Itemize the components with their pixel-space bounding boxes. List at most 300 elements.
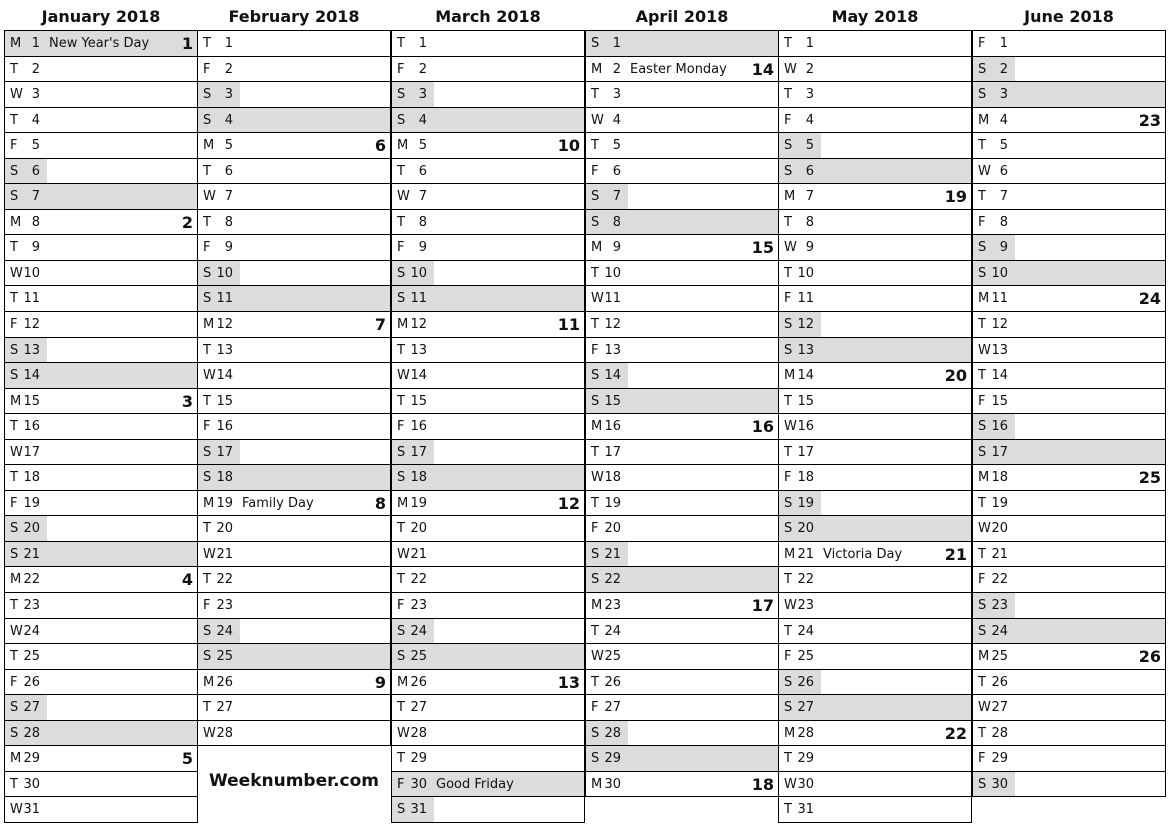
day-number: 3: [418, 87, 427, 103]
day-number: 28: [23, 725, 40, 741]
day-number: 27: [410, 700, 427, 716]
weekday-label: T: [784, 87, 792, 103]
day-number: 9: [805, 240, 814, 256]
weekday-label: S: [591, 725, 600, 741]
day-number: 23: [797, 598, 814, 614]
day-number: 19: [991, 495, 1008, 511]
week-number: 23: [1138, 110, 1161, 130]
day-number: 10: [216, 265, 233, 281]
holiday-row: [392, 772, 584, 798]
day-number: 12: [216, 317, 233, 333]
weekday-label: F: [203, 61, 211, 77]
day-number: 2: [612, 61, 621, 77]
month-column: [391, 0, 585, 823]
day-row: [392, 670, 584, 696]
holiday-name: Victoria Day: [823, 546, 903, 562]
weekday-label: T: [978, 495, 986, 511]
day-number: 6: [31, 163, 40, 179]
day-number: 4: [999, 112, 1008, 128]
day-number: 13: [23, 342, 40, 358]
day-number: 5: [999, 138, 1008, 154]
day-row: [779, 440, 971, 466]
weekday-label: M: [203, 138, 215, 154]
weekday-label: F: [397, 776, 405, 792]
month-title: January 2018: [41, 7, 161, 26]
day-row: [198, 82, 390, 108]
day-number: 28: [797, 725, 814, 741]
day-row: [779, 465, 971, 491]
day-number: 31: [23, 802, 40, 818]
week-number: 1: [181, 34, 193, 53]
weekday-label: W: [397, 189, 410, 205]
day-number: 14: [410, 368, 427, 384]
weekday-label: S: [978, 598, 987, 614]
weekday-label: M: [203, 674, 215, 690]
day-number: 6: [224, 163, 233, 179]
day-row: [586, 516, 778, 542]
day-number: 10: [604, 265, 621, 281]
day-number: 4: [612, 112, 621, 128]
weekday-label: S: [978, 419, 987, 435]
day-number: 29: [991, 751, 1008, 767]
day-row: [586, 644, 778, 670]
day-number: 4: [418, 112, 427, 128]
week-number: 18: [751, 774, 774, 794]
day-number: 12: [991, 317, 1008, 333]
day-number: 8: [612, 214, 621, 230]
day-number: 19: [216, 495, 233, 511]
day-number: 18: [604, 470, 621, 486]
day-number: 6: [418, 163, 427, 179]
day-row: [198, 363, 390, 389]
day-number: 9: [418, 240, 427, 256]
weekday-label: S: [784, 700, 793, 716]
day-row: [779, 644, 971, 670]
day-number: 18: [23, 470, 40, 486]
day-number: 5: [418, 138, 427, 154]
day-row: [586, 440, 778, 466]
day-number: 16: [797, 419, 814, 435]
day-row: [5, 440, 197, 466]
day-list: [4, 30, 198, 823]
day-number: 24: [604, 623, 621, 639]
weekday-label: T: [10, 598, 18, 614]
weekday-label: T: [203, 700, 211, 716]
day-number: 30: [410, 776, 427, 792]
day-row: [586, 491, 778, 517]
day-row: [5, 389, 197, 415]
day-row: [198, 619, 390, 645]
weekday-label: F: [784, 470, 792, 486]
week-number: 20: [944, 366, 967, 386]
day-list: [778, 30, 972, 823]
day-row: [5, 57, 197, 83]
day-row: [198, 644, 390, 670]
weekday-label: F: [978, 751, 986, 767]
day-number: 12: [797, 317, 814, 333]
day-row: [5, 414, 197, 440]
day-row: [198, 184, 390, 210]
weekday-label: S: [10, 725, 19, 741]
weekday-label: T: [591, 265, 599, 281]
day-row: [973, 414, 1165, 440]
day-row: [5, 695, 197, 721]
day-number: 19: [23, 495, 40, 511]
day-number: 11: [410, 291, 427, 307]
day-row: [779, 772, 971, 798]
weekday-label: M: [397, 138, 409, 154]
weekday-label: T: [203, 36, 211, 51]
weekday-label: M: [203, 495, 215, 511]
day-row: [392, 312, 584, 338]
day-number: 12: [410, 317, 427, 333]
day-number: 20: [216, 521, 233, 537]
day-row: [973, 389, 1165, 415]
day-number: 25: [216, 649, 233, 665]
holiday-name: Family Day: [242, 495, 314, 511]
day-number: 8: [805, 214, 814, 230]
day-number: 12: [604, 317, 621, 333]
weekday-label: T: [203, 214, 211, 230]
day-row: [586, 721, 778, 747]
day-row: [779, 414, 971, 440]
weekday-label: T: [784, 623, 792, 639]
day-row: [392, 363, 584, 389]
day-number: 3: [224, 87, 233, 103]
day-number: 4: [805, 112, 814, 128]
day-row: [973, 491, 1165, 517]
day-row: [198, 593, 390, 619]
day-number: 10: [797, 265, 814, 281]
day-number: 20: [991, 521, 1008, 537]
weekday-label: S: [10, 368, 19, 384]
weekday-label: W: [784, 240, 797, 256]
day-number: 21: [991, 546, 1008, 562]
weekday-label: T: [784, 802, 792, 818]
day-number: 28: [216, 725, 233, 741]
day-number: 26: [991, 674, 1008, 690]
brand-label: Weeknumber.com: [208, 771, 380, 791]
day-row: [973, 159, 1165, 185]
day-row: [586, 389, 778, 415]
day-row: [392, 286, 584, 312]
day-row: [779, 516, 971, 542]
weekday-label: F: [203, 419, 211, 435]
weekday-label: W: [397, 725, 410, 741]
day-number: 12: [23, 317, 40, 333]
day-number: 11: [216, 291, 233, 307]
weekday-label: T: [591, 674, 599, 690]
day-row: [198, 414, 390, 440]
day-list: [197, 30, 391, 746]
day-number: 24: [410, 623, 427, 639]
weekday-label: S: [591, 546, 600, 562]
weekday-label: T: [591, 444, 599, 460]
day-number: 20: [410, 521, 427, 537]
day-number: 14: [604, 368, 621, 384]
day-row: [392, 57, 584, 83]
weekday-label: W: [591, 291, 604, 307]
weekday-label: T: [397, 36, 405, 51]
day-number: 3: [31, 87, 40, 103]
day-row: [198, 108, 390, 134]
weekday-label: F: [10, 495, 18, 511]
day-row: [392, 567, 584, 593]
weekday-label: T: [203, 342, 211, 358]
day-row: [973, 108, 1165, 134]
weekday-label: W: [10, 265, 23, 281]
day-number: 14: [23, 368, 40, 384]
day-number: 9: [999, 240, 1008, 256]
weekday-label: T: [978, 138, 986, 154]
day-number: 8: [224, 214, 233, 230]
week-number: 13: [557, 672, 580, 692]
weekday-label: F: [978, 393, 986, 409]
weekday-label: S: [10, 546, 19, 562]
day-row: [5, 491, 197, 517]
day-row: [198, 567, 390, 593]
weekday-label: W: [203, 725, 216, 741]
week-number: 2: [181, 212, 193, 232]
day-number: 23: [991, 598, 1008, 614]
weekday-label: W: [203, 189, 216, 205]
weekday-label: S: [978, 61, 987, 77]
holiday-row: [586, 57, 778, 83]
weekday-label: M: [10, 751, 22, 767]
weekday-label: S: [203, 291, 212, 307]
day-number: 19: [797, 495, 814, 511]
day-number: 7: [612, 189, 621, 205]
day-row: [392, 184, 584, 210]
day-row: [586, 184, 778, 210]
day-number: 21: [216, 546, 233, 562]
day-row: [973, 363, 1165, 389]
week-number: 5: [181, 749, 193, 769]
weekday-label: S: [784, 138, 793, 154]
day-number: 15: [23, 393, 40, 409]
day-row: [198, 389, 390, 415]
weekday-label: S: [591, 368, 600, 384]
weekday-label: F: [10, 138, 18, 154]
day-number: 2: [805, 61, 814, 77]
day-number: 8: [31, 214, 40, 230]
day-number: 25: [604, 649, 621, 665]
day-number: 20: [797, 521, 814, 537]
day-row: [973, 516, 1165, 542]
weekday-label: M: [591, 61, 603, 77]
weekday-label: S: [978, 87, 987, 103]
day-row: [973, 772, 1165, 798]
day-row: [5, 772, 197, 798]
day-row: [973, 593, 1165, 619]
day-number: 18: [216, 470, 233, 486]
day-row: [392, 440, 584, 466]
day-row: [779, 108, 971, 134]
weekday-label: S: [591, 751, 600, 767]
weekday-label: S: [203, 112, 212, 128]
day-row: [586, 414, 778, 440]
weekday-label: T: [397, 751, 405, 767]
day-number: 11: [991, 291, 1008, 307]
day-number: 10: [23, 265, 40, 281]
day-number: 11: [797, 291, 814, 307]
day-number: 2: [31, 61, 40, 77]
day-row: [973, 286, 1165, 312]
weekday-label: T: [978, 725, 986, 741]
weekday-label: M: [203, 317, 215, 333]
day-number: 21: [604, 546, 621, 562]
holiday-name: Good Friday: [436, 776, 514, 792]
day-row: [198, 465, 390, 491]
weekday-label: M: [397, 317, 409, 333]
day-row: [198, 338, 390, 364]
weekday-label: F: [784, 291, 792, 307]
day-row: [392, 644, 584, 670]
weekday-label: S: [591, 36, 600, 51]
month-column: [972, 0, 1166, 797]
weekday-label: T: [10, 470, 18, 486]
weekday-label: M: [978, 291, 990, 307]
day-number: 15: [604, 393, 621, 409]
day-number: 22: [604, 572, 621, 588]
day-row: [973, 184, 1165, 210]
day-row: [973, 465, 1165, 491]
weekday-label: F: [978, 36, 986, 51]
day-row: [198, 516, 390, 542]
day-number: 4: [31, 112, 40, 128]
weekday-label: S: [397, 623, 406, 639]
day-number: 19: [604, 495, 621, 511]
day-row: [198, 57, 390, 83]
day-row: [5, 108, 197, 134]
day-row: [198, 440, 390, 466]
day-number: 15: [216, 393, 233, 409]
day-number: 21: [23, 546, 40, 562]
day-number: 28: [991, 725, 1008, 741]
weekday-label: S: [397, 444, 406, 460]
day-row: [5, 159, 197, 185]
weekday-label: T: [10, 240, 18, 256]
weekday-label: T: [591, 138, 599, 154]
weekday-label: T: [397, 163, 405, 179]
weekday-label: W: [397, 368, 410, 384]
day-number: 17: [216, 444, 233, 460]
weekday-label: S: [591, 214, 600, 230]
day-number: 1: [418, 36, 427, 51]
day-row: [586, 593, 778, 619]
day-row: [973, 31, 1165, 57]
weekday-label: M: [591, 598, 603, 614]
day-number: 1: [31, 36, 40, 51]
day-row: [5, 567, 197, 593]
weekday-label: T: [591, 317, 599, 333]
day-row: [198, 695, 390, 721]
day-row: [779, 797, 971, 823]
weekday-label: M: [10, 393, 22, 409]
day-number: 3: [999, 87, 1008, 103]
weekday-label: F: [591, 521, 599, 537]
weekday-label: F: [591, 163, 599, 179]
month-column: [4, 0, 198, 823]
day-row: [5, 184, 197, 210]
day-number: 9: [224, 240, 233, 256]
day-number: 7: [999, 189, 1008, 205]
day-row: [586, 31, 778, 57]
weekday-label: M: [591, 776, 603, 792]
weekday-label: T: [591, 623, 599, 639]
week-number: 17: [751, 596, 774, 616]
day-row: [392, 414, 584, 440]
weekday-label: S: [10, 700, 19, 716]
day-number: 7: [31, 189, 40, 205]
day-row: [779, 235, 971, 261]
weekday-label: W: [978, 342, 991, 358]
weekday-label: W: [978, 163, 991, 179]
weekday-label: F: [203, 598, 211, 614]
day-row: [5, 82, 197, 108]
day-number: 25: [410, 649, 427, 665]
day-number: 10: [991, 265, 1008, 281]
weekday-label: T: [784, 214, 792, 230]
day-row: [586, 133, 778, 159]
day-row: [586, 363, 778, 389]
day-row: [973, 312, 1165, 338]
weekday-label: T: [397, 700, 405, 716]
day-number: 7: [224, 189, 233, 205]
weekday-label: S: [203, 623, 212, 639]
weekday-label: T: [784, 444, 792, 460]
weekday-label: W: [10, 802, 23, 818]
day-row: [973, 440, 1165, 466]
day-number: 25: [23, 649, 40, 665]
weekday-label: S: [203, 470, 212, 486]
week-number: 8: [374, 493, 386, 513]
day-number: 11: [604, 291, 621, 307]
weekday-label: T: [10, 649, 18, 665]
week-number: 4: [181, 570, 193, 590]
day-number: 5: [805, 138, 814, 154]
holiday-row: [198, 491, 390, 517]
day-row: [392, 159, 584, 185]
day-row: [586, 772, 778, 798]
day-row: [973, 133, 1165, 159]
weekday-label: S: [203, 649, 212, 665]
day-number: 16: [410, 419, 427, 435]
day-number: 10: [410, 265, 427, 281]
day-number: 18: [991, 470, 1008, 486]
weekday-label: S: [203, 265, 212, 281]
weekday-label: S: [591, 189, 600, 205]
day-row: [198, 133, 390, 159]
weekday-label: T: [784, 751, 792, 767]
day-row: [392, 31, 584, 57]
weekday-label: F: [591, 700, 599, 716]
day-row: [392, 261, 584, 287]
week-number: 14: [751, 59, 774, 79]
weekday-label: T: [784, 36, 792, 51]
day-row: [586, 159, 778, 185]
weekday-label: F: [397, 61, 405, 77]
day-number: 2: [999, 61, 1008, 77]
weekday-label: T: [397, 572, 405, 588]
week-number: 22: [944, 723, 967, 743]
weekday-label: F: [784, 649, 792, 665]
day-number: 6: [999, 163, 1008, 179]
weekday-label: M: [10, 572, 22, 588]
day-row: [779, 593, 971, 619]
weekday-label: F: [10, 674, 18, 690]
day-number: 18: [797, 470, 814, 486]
